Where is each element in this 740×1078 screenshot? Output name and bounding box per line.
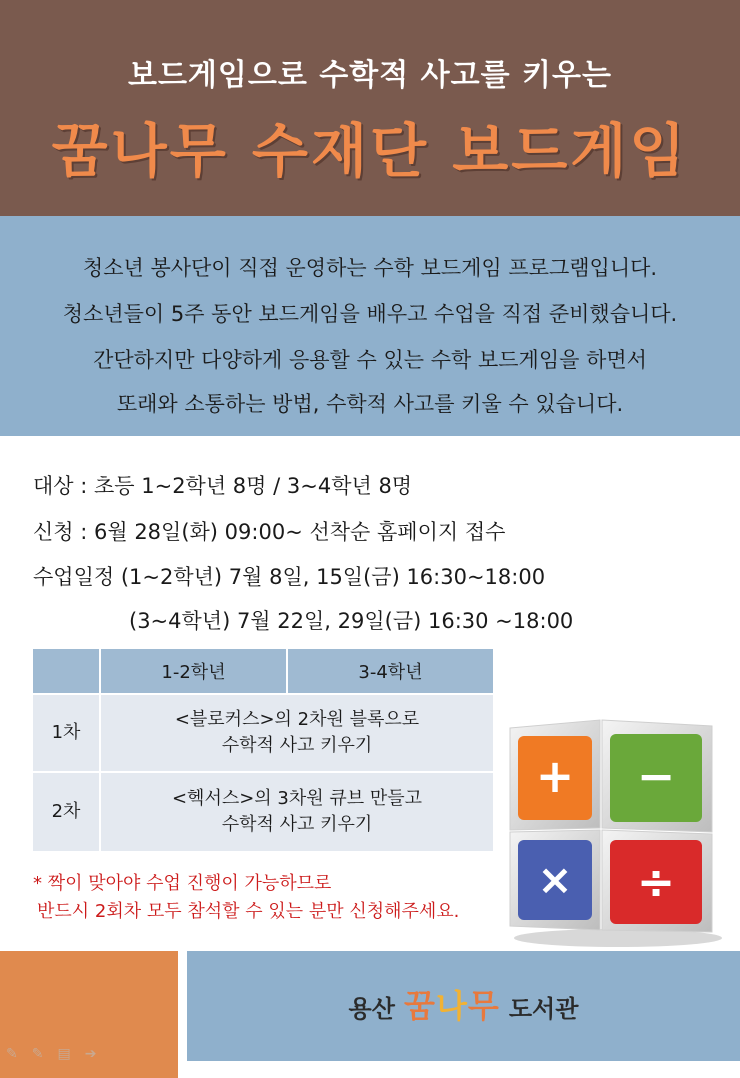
info-schedule-2: (3~4학년) 7월 22일, 29일(금) 16:30 ~18:00 <box>129 609 574 633</box>
library-logo <box>187 951 740 1061</box>
session-number: 1차 <box>33 694 100 772</box>
table-header-grade-3-4: 3-4학년 <box>287 649 494 694</box>
table-row <box>33 694 494 772</box>
logo-left-text: 용산 <box>348 995 395 1023</box>
note-line-1: * 짝이 맞아야 수업 진행이 가능하므로 <box>33 873 332 894</box>
footer-logo-block <box>187 951 740 1061</box>
table-row <box>33 772 494 852</box>
attendance-note <box>33 870 459 926</box>
session-description-line2: 수학적 사고 키우기 <box>221 814 373 835</box>
table-header-row <box>33 649 494 694</box>
logo-right-text: 도서관 <box>508 995 579 1023</box>
intro-section <box>0 216 740 436</box>
intro-line-4: 또래와 소통하는 방법, 수학적 사고를 키울 수 있습니다. <box>116 392 624 416</box>
logo-brand <box>404 987 500 1025</box>
math-cube-illustration <box>506 716 726 948</box>
intro-line-2: 청소년들이 5주 동안 보드게임을 배우고 수업을 직접 준비했습니다. <box>62 302 678 326</box>
logo-brand-3: 무 <box>467 987 500 1025</box>
session-description-line1: <블로커스>의 2차원 블록으로 <box>174 709 420 730</box>
header-banner <box>0 0 740 216</box>
info-apply: 신청 : 6월 28일(화) 09:00~ 선착순 홈페이지 접수 <box>33 520 506 544</box>
plus-icon: + <box>535 749 575 803</box>
faint-toolbar-icons: ✎✎▤➔ <box>6 1046 111 1062</box>
minus-icon: − <box>636 749 676 803</box>
schedule-table <box>33 649 495 853</box>
header-subtitle: 보드게임으로 수학적 사고를 키우는 <box>127 58 613 93</box>
session-description <box>100 694 494 772</box>
session-description-line1: <헥서스>의 3차원 큐브 만들고 <box>171 788 423 809</box>
session-number: 2차 <box>33 772 100 852</box>
header-title: 꿈나무 수재단 보드게임 <box>51 117 689 185</box>
divide-icon: ÷ <box>636 855 676 909</box>
logo-brand-1: 꿈 <box>404 987 436 1025</box>
table-header-grade-1-2: 1-2학년 <box>100 649 287 694</box>
logo-brand-2: 나 <box>435 987 468 1025</box>
times-icon: × <box>537 855 573 904</box>
table-header-empty <box>33 649 100 694</box>
note-line-2: 반드시 2회차 모두 참석할 수 있는 분만 신청해주세요. <box>37 901 460 922</box>
info-schedule-1: 수업일정 (1~2학년) 7월 8일, 15일(금) 16:30~18:00 <box>33 565 546 589</box>
session-description-line2: 수학적 사고 키우기 <box>221 735 373 756</box>
intro-line-3: 간단하지만 다양하게 응용할 수 있는 수학 보드게임을 하면서 <box>93 348 647 372</box>
intro-line-1: 청소년 봉사단이 직접 운영하는 수학 보드게임 프로그램입니다. <box>82 256 658 280</box>
session-description <box>100 772 494 852</box>
info-target: 대상 : 초등 1~2학년 8명 / 3~4학년 8명 <box>33 474 413 498</box>
